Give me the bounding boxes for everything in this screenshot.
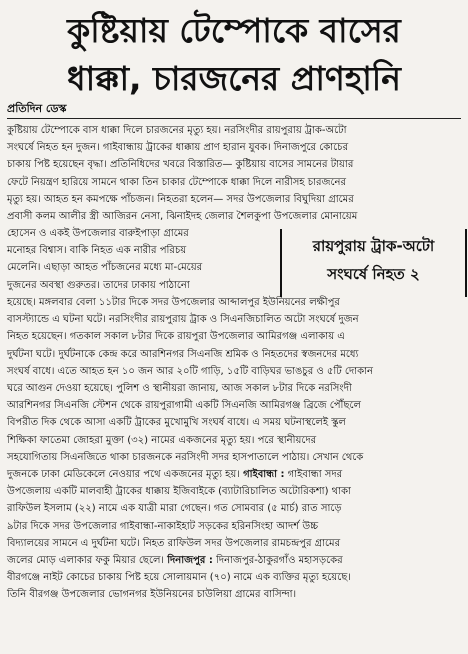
body-line: মনোহর বিশ্বাস। বাকি নিহত এক নারীর পরিচয় [7,245,187,257]
body-line: রাফিউল ইসলাম (২২) নামে এক যাত্রী মারা গেছেন। গত সোমবার (৫ মার্চ) রাত সাড়ে [7,503,342,515]
section-label-dinajpur: দিনাজপুর : [167,555,213,567]
body-line: কুষ্টিয়ায় টেম্পোকে বাস ধাক্কা দিলে চারজনের মৃত্যু হয়। নরসিংদীর রায়পুরায় ট্রাক-অটো [7,125,347,136]
body-line: তিনি বীরগঞ্জ উপজেলার ভোগনগর ইউনিয়নের চাউলিয়া গ্রামের বাসিন্দা। [7,589,297,601]
body-line: দুর্ঘটনা ঘটে। দুর্ঘটনাকে কেন্দ্র করে আরশিনগর সিএনজি শ্রমিক ও নিহতদের স্বজনদের মধ্যে [7,348,359,360]
body-line: সংঘর্ষে নিহত হন দুজন। গাইবান্ধায় ট্রাকের ধাক্কায় প্রাণ হারান যুবক। দিনাজপুরে কোচের [7,142,349,154]
pull-quote-line-2: সংঘর্ষে নিহত ২ [327,265,420,283]
body-line: শিক্ষিকা ফাতেমা জোহরা মুক্তা (৩২) নামের একজনের মৃত্যু হয়। পরে স্থানীয়দের [7,434,317,446]
body-line: ঘরে আগুন দেওয়া হয়েছে। পুলিশ ও স্থানীয়রা জানায়, আজ সকাল ৮টার দিকে নরসিংদী [7,383,352,395]
body-line: হোসেন ও একই উপজেলার বারুইপাড়া গ্রামের [7,228,189,239]
body-line: বিপরীত দিক থেকে আসা একটি ট্রাকের মুখোমুখি সংঘর্ষ বাধে। এ সময় ঘটনাস্থলেই স্কুল [7,417,346,429]
byline: প্রতিদিন ডেস্ক [7,102,67,115]
body-line: সংঘর্ষ বাধে। এতে আহত হন ১০ জন আর ২০টি গাড়ি, ১৫টি বাড়িঘর ভাঙচুর ও ৫টি দোকান [7,365,373,377]
body-line [7,552,461,569]
article-body-top [7,122,461,225]
body-line: ফেটে নিয়ন্ত্রণ হারিয়ে সামনে থাকা তিন চাকার টেম্পোকে ধাক্কা দিলে নারীসহ চারজনের [7,176,346,188]
body-line: ৯টার দিকে সদর উপজেলার গাইবান্ধা-নাকাইহাট সড়কের হরিনসিংহা আদর্শ উচ্চ [7,520,319,532]
body-line: বাসস্ট্যান্ডে এ ঘটনা ঘটে। নরসিংদীর রায়পুরায় ট্রাক ও সিএনজিচালিত অটো সংঘর্ষে দুজন [7,314,359,326]
byline-divider [7,118,461,119]
body-line: দুজনের অবস্থা গুরুতর। তাদের ঢাকায় পাঠানো [7,279,190,291]
body-text: গাইবান্ধা সদর [284,469,343,481]
article-body-wrap [7,225,277,294]
body-line [7,466,461,483]
pull-quote [280,229,467,297]
pull-quote-line-1: রায়পুরায় ট্রাক-অটো [312,237,435,255]
body-line: মৃত্যু হয়। আহত হন কমপক্ষে পাঁচজন। নিহতরা হলেন— সদর উপজেলার বিঘুদিয়া গ্রামের [7,193,354,205]
body-line: নিহত হয়েছেন। গতকাল সকাল ৮টার দিকে রায়পুরা উপজেলার আমিরগঞ্জ এলাকায় এ [7,331,345,343]
headline-line-1: কুষ্টিয়ায় টেম্পোকে বাসের [67,11,401,50]
article-body-bottom [7,294,461,604]
body-text: দুজনকে ঢাকা মেডিকেলে নেওয়ার পথে একজনের মৃত্যু হয়। [7,469,240,481]
headline-line-2: ধাক্কা, চারজনের প্রাণহানি [67,59,401,98]
body-line: সহযোগিতায় সিএনজিতে থাকা চারজনকে নরসিংদী সদর হাসপাতালে পাঠায়। সেখান থেকে [7,451,364,463]
body-text: দিনাজপুর-ঠাকুরগাঁও মহাসড়কের [212,555,343,567]
body-line: বীরগঞ্জে নাইট কোচের চাকায় পিষ্ট হয়ে সোলায়মান (৭০) নামে এক ব্যক্তির মৃত্যু হয়েছে। [7,572,351,584]
body-line: চাকায় পিষ্ট হয়েছেন বৃদ্ধা। প্রতিনিধিদের খবরে বিস্তারিত— কুষ্টিয়ায় বাসের সামনের টায়ার [7,159,354,171]
body-line: আরশিনগর সিএনজি স্টেশন থেকে রায়পুরাগামী একটি সিএনজি আমিরগঞ্জ ব্রিজে পৌঁছলে [7,400,361,412]
body-text: জলের মোড় এলাকার ফকু মিয়ার ছেলে। [7,555,164,567]
body-line: মেলেনি। এছাড়া আহত পাঁচজনের মধ্যে মা-মেয়ের [7,262,203,274]
body-line: প্রবাসী কলম আলীর স্ত্রী আজিরন নেসা, ঝিনাইদহ জেলার শৈলকুপা উপজেলার মোনায়েম [7,211,358,223]
section-label-gaibandha: গাইবান্ধা : [243,469,285,481]
body-line: উপজেলায় একটি মালবাহী ট্রাকের ধাক্কায় ইজিবাইকে (ব্যাটারিচালিত অটোরিকশা) থাকা [7,486,351,498]
body-line: বিদ্যালয়ের সামনে এ দুর্ঘটনা ঘটে। নিহত রাফিউল সদর উপজেলার রামচন্দ্রপুর গ্রামের [7,537,341,549]
body-line: হয়েছে। মঙ্গলবার বেলা ১১টার দিকে সদর উপজেলার আব্দালপুর ইউনিয়নের লক্ষীপুর [7,297,340,308]
